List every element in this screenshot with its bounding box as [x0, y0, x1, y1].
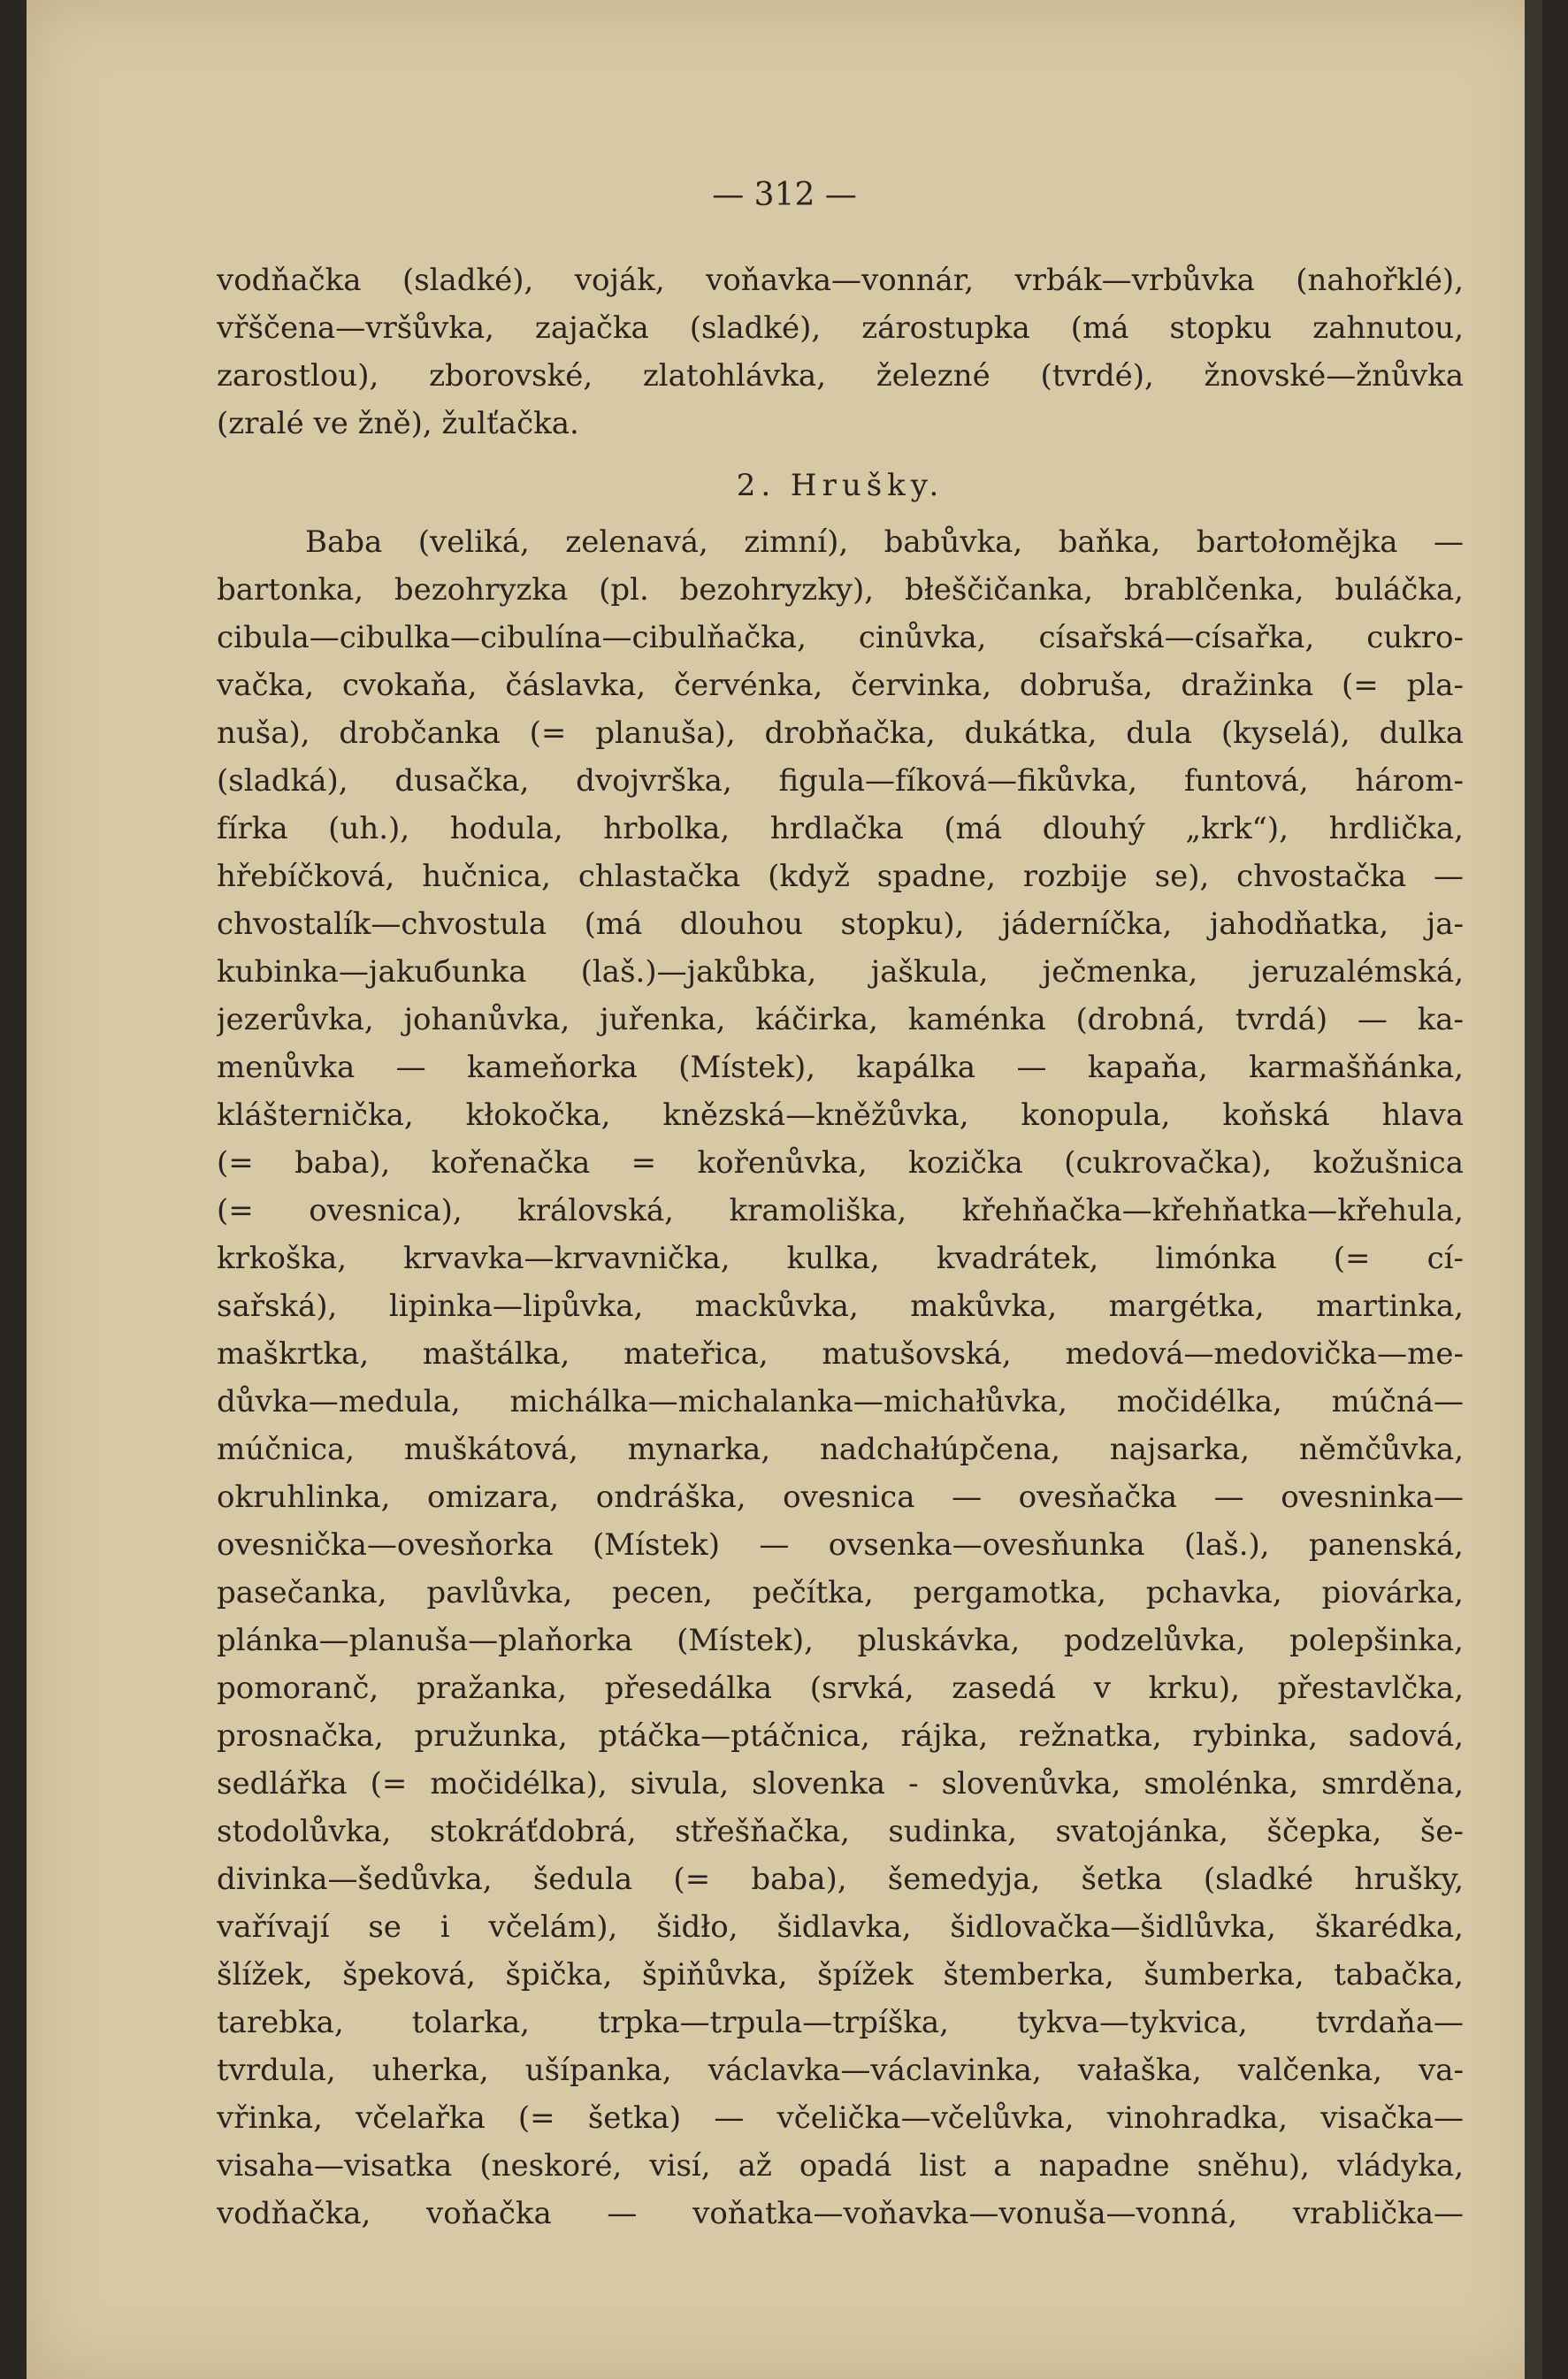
text-line: jezerůvka, johanůvka, juřenka, káčirka, kaménka (drobná, tvrdá) — ka-	[217, 1002, 1464, 1037]
text-line: okruhlinka, omizara, ondráška, ovesnica — ovesňačka — ovesninka—	[217, 1480, 1464, 1515]
section-paragraph	[217, 518, 1464, 2237]
text-line: vřščena—vršůvka, zajačka (sladké), zárostupka (má stopku zahnutou,	[217, 310, 1464, 346]
text-line: vačka, cvokaňa, čáslavka, červénka, červinka, dobruša, dražinka (= pla-	[217, 668, 1464, 703]
text-line: Baba (veliká, zelenavá, zimní), babůvka, baňka, bartołomějka —	[305, 524, 1464, 560]
text-line: hřebíčková, hučnica, chlastačka (když spadne, rozbije se), chvostačka —	[217, 859, 1464, 894]
text-line: (= ovesnica), královská, kramoliška, křehňačka—křehňatka—křehula,	[217, 1193, 1464, 1228]
text-line: šlížek, špeková, špička, špiňůvka, špížek štemberka, šumberka, tabačka,	[217, 1957, 1464, 1993]
text-line: bartonka, bezohryzka (pl. bezohryzky), błeščičanka, brablčenka, buláčka,	[217, 572, 1464, 608]
text-line: stodolůvka, stokráťdobrá, střešňačka, sudinka, svatojánka, ščepka, še-	[217, 1814, 1464, 1849]
text-line: chvostalík—chvostula (má dlouhou stopku), jáderníčka, jahodňatka, ja-	[217, 906, 1464, 942]
text-line: vodňačka, voňačka — voňatka—voňavka—vonuša—vonná, vrablička—	[217, 2196, 1464, 2231]
text-line: kubinka—jakuбunka (laš.)—jakůbka, jaškula, ječmenka, jeruzalémská,	[217, 954, 1464, 990]
text-line: důvka—medula, michálka—michalanka—michałůvka, močidélka, múčná—	[217, 1384, 1464, 1419]
text-line: cibula—cibulka—cibulína—cibulňačka, cinůvka, císařská—císařka, cukro-	[217, 620, 1464, 655]
text-line: ovesnička—ovesňorka (Místek) — ovsenka—ovesňunka (laš.), panenská,	[217, 1527, 1464, 1563]
text-line: visaha—visatka (neskoré, visí, až opadá list a napadne sněhu), vládyka,	[217, 2148, 1464, 2184]
book-page	[27, 0, 1542, 2379]
text-line: prosnačka, pružunka, ptáčka—ptáčnica, rájka, režnatka, rybinka, sadová,	[217, 1718, 1464, 1754]
text-line: tarebka, tolarka, trpka—trpula—trpíška, tykva—tykvica, tvrdaňa—	[217, 2005, 1464, 2040]
text-line: (zralé ve žně), žulťačka.	[217, 406, 579, 441]
text-body	[217, 256, 1464, 2237]
text-line: plánka—planuša—plaňorka (Místek), pluskávka, podzelůvka, polepšinka,	[217, 1623, 1464, 1658]
text-line: nuša), drobčanka (= planuša), drobňačka, dukátka, dula (kyselá), dulka	[217, 715, 1464, 751]
text-line: maškrtka, maštálka, mateřica, matušovská, medová—medovička—me-	[217, 1336, 1464, 1372]
book-spine	[1525, 0, 1542, 2379]
text-line: vařívají se i včelám), šidło, šidlavka, šidlovačka—šidlůvka, škarédka,	[217, 1909, 1464, 1945]
text-line: krkoška, krvavka—krvavnička, kulka, kvadrátek, limónka (= cí-	[217, 1241, 1464, 1276]
text-line: pomoranč, pražanka, přesedálka (srvká, zasedá v krku), přestavlčka,	[217, 1671, 1464, 1706]
text-line: pasečanka, pavlůvka, pecen, pečítka, pergamotka, pchavka, piovárka,	[217, 1575, 1464, 1610]
text-line: múčnica, muškátová, mynarka, nadchałúpčena, najsarka, němčůvka,	[217, 1432, 1464, 1467]
text-line: vodňačka (sladké), voják, voňavka—vonnár, vrbák—vrbůvka (nahořklé),	[217, 263, 1464, 298]
text-line: klášternička, kłokočka, knězská—kněžůvka, konopula, koňská hlava	[217, 1098, 1464, 1133]
text-line: (= baba), kořenačka = kořenůvka, kozička (cukrovačka), kožušnica	[217, 1145, 1464, 1181]
text-line: tvrdula, uherka, ušípanka, václavka—václavinka, vałaška, valčenka, va-	[217, 2053, 1464, 2088]
text-line: zarostlou), zborovské, zlatohlávka, železné (tvrdé), žnovské—žnůvka	[217, 358, 1464, 394]
text-line: sedlářka (= močidélka), sivula, slovenka - slovenůvka, smolénka, smrděna,	[217, 1766, 1464, 1801]
text-line: fírka (uh.), hodula, hrbolka, hrdlačka (má dlouhý „krk“), hrdlička,	[217, 811, 1464, 846]
text-line: vřinka, včelařka (= šetka) — včelička—včelůvka, vinohradka, visačka—	[217, 2100, 1464, 2136]
text-line: sařská), lipinka—lipůvka, mackůvka, makůvka, margétka, martinka,	[217, 1289, 1464, 1324]
page-number: — 312 —	[712, 177, 857, 213]
intro-paragraph	[217, 256, 1464, 447]
text-line: (sladká), dusačka, dvojvrška, figula—fíková—fikůvka, funtová, három-	[217, 763, 1464, 799]
section-heading: 2. Hrušky.	[736, 468, 945, 503]
text-line: menůvka — kameňorka (Místek), kapálka — kapaňa, karmašňánka,	[217, 1050, 1464, 1085]
text-line: divinka—šedůvka, šedula (= baba), šemedyja, šetka (sladké hrušky,	[217, 1862, 1464, 1897]
